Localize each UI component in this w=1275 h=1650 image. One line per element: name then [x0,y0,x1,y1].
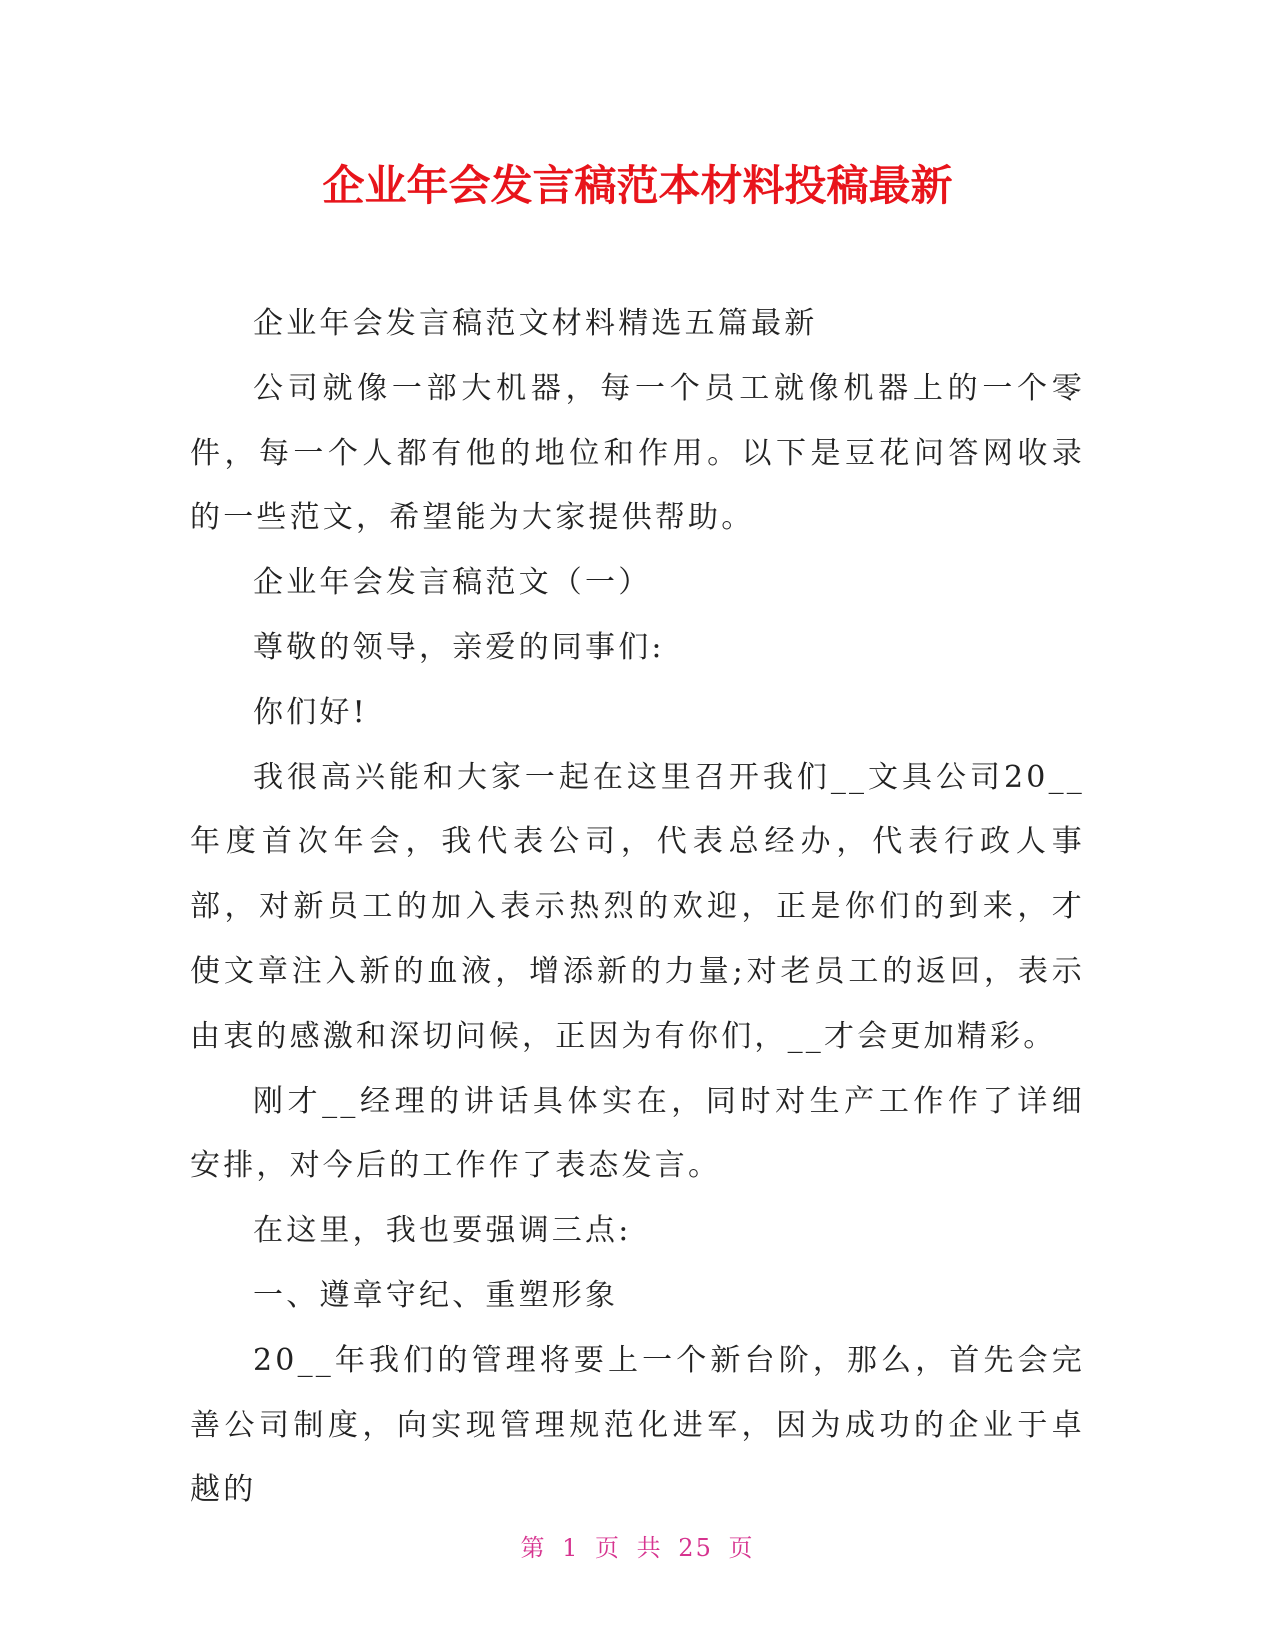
paragraph-point-one-heading: 一、遵章守纪、重塑形象 [253,1277,619,1313]
paragraph-welcome: 我很高兴能和大家一起在这里召开我们__文具公司20__年度首次年会，我代表公司，代表总经办，代表行政人事部，对新员工的加入表示热烈的欢迎，正是你们的到来，才使文章注入新的血液，增添新的力量;对老员工的返回，表示由衷的感激和深切问候，正因为有你们，__才会更加精彩。 [190,759,1085,1054]
paragraph-intro: 公司就像一部大机器，每一个员工就像机器上的一个零件，每一个人都有他的地位和作用。以下是豆花问答网收录的一些范文，希望能为大家提供帮助。 [190,370,1085,536]
paragraph-manager-speech: 刚才__经理的讲话具体实在，同时对生产工作作了详细安排，对今后的工作作了表态发言。 [190,1083,1085,1184]
paragraph-greeting: 你们好! [253,694,368,730]
paragraph-section-heading: 企业年会发言稿范文（一） [253,565,652,601]
paragraph-point-one-body: 20__年我们的管理将要上一个新台阶，那么，首先会完善公司制度，向实现管理规范化进军，因为成功的企业于卓越的 [190,1342,1085,1508]
document-body [190,292,1085,1523]
paragraph-three-points: 在这里，我也要强调三点: [253,1213,632,1249]
paragraph-salutation: 尊敬的领导，亲爱的同事们: [253,629,665,665]
document-title: 企业年会发言稿范本材料投稿最新 [322,161,953,210]
page-number-footer: 第 1 页 共 25 页 [520,1534,755,1562]
paragraph-subtitle: 企业年会发言稿范文材料精选五篇最新 [253,306,818,341]
